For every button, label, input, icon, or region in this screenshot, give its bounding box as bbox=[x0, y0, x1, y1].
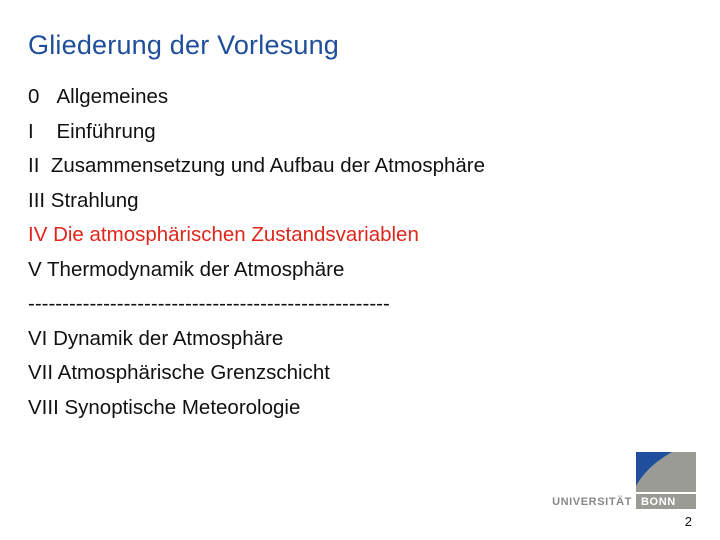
logo-word-universitaet: UNIVERSITÄT bbox=[552, 496, 632, 508]
logo-word-bonn: BONN bbox=[641, 496, 676, 508]
slide-title: Gliederung der Vorlesung bbox=[28, 30, 340, 60]
outline-divider bbox=[28, 287, 485, 322]
outline-item-label: Synoptische Meteorologie bbox=[64, 395, 301, 419]
outline-item-label: Allgemeines bbox=[56, 85, 169, 108]
outline-item-label: Einführung bbox=[56, 119, 156, 143]
outline-item-number: V bbox=[28, 257, 42, 281]
outline-item-label: Strahlung bbox=[50, 188, 139, 212]
university-logo bbox=[546, 452, 696, 512]
outline-item-number: 0 bbox=[28, 85, 40, 108]
outline-item-label: Die atmosphärischen Zustandsvariablen bbox=[53, 223, 419, 246]
outline-item-7 bbox=[28, 356, 485, 391]
outline-item-number: VI bbox=[28, 326, 48, 350]
outline-item-number: VIII bbox=[28, 395, 59, 419]
outline-item-label: Zusammensetzung und Aufbau der Atmosphäre bbox=[50, 154, 485, 177]
outline-item-8 bbox=[28, 391, 485, 426]
outline-item-number: II bbox=[28, 154, 40, 177]
outline-item-label: Atmosphärische Grenzschicht bbox=[57, 361, 330, 384]
outline-list bbox=[28, 80, 485, 425]
outline-item-number: IV bbox=[28, 223, 48, 246]
outline-item-0 bbox=[28, 80, 485, 115]
outline-item-number: I bbox=[28, 119, 34, 143]
outline-item-4 bbox=[28, 218, 485, 253]
outline-item-label: Thermodynamik der Atmosphäre bbox=[47, 257, 345, 281]
outline-item-2 bbox=[28, 149, 485, 184]
page-number: 2 bbox=[684, 514, 692, 529]
outline-item-5 bbox=[28, 253, 485, 288]
outline-item-number: VII bbox=[28, 361, 54, 384]
outline-item-label: Dynamik der Atmosphäre bbox=[53, 326, 284, 350]
outline-item-1 bbox=[28, 115, 485, 150]
outline-item-number: III bbox=[28, 188, 46, 212]
outline-item-6 bbox=[28, 322, 485, 357]
outline-divider-text: ----------------------------------------------------- bbox=[28, 292, 390, 315]
outline-item-3 bbox=[28, 184, 485, 219]
